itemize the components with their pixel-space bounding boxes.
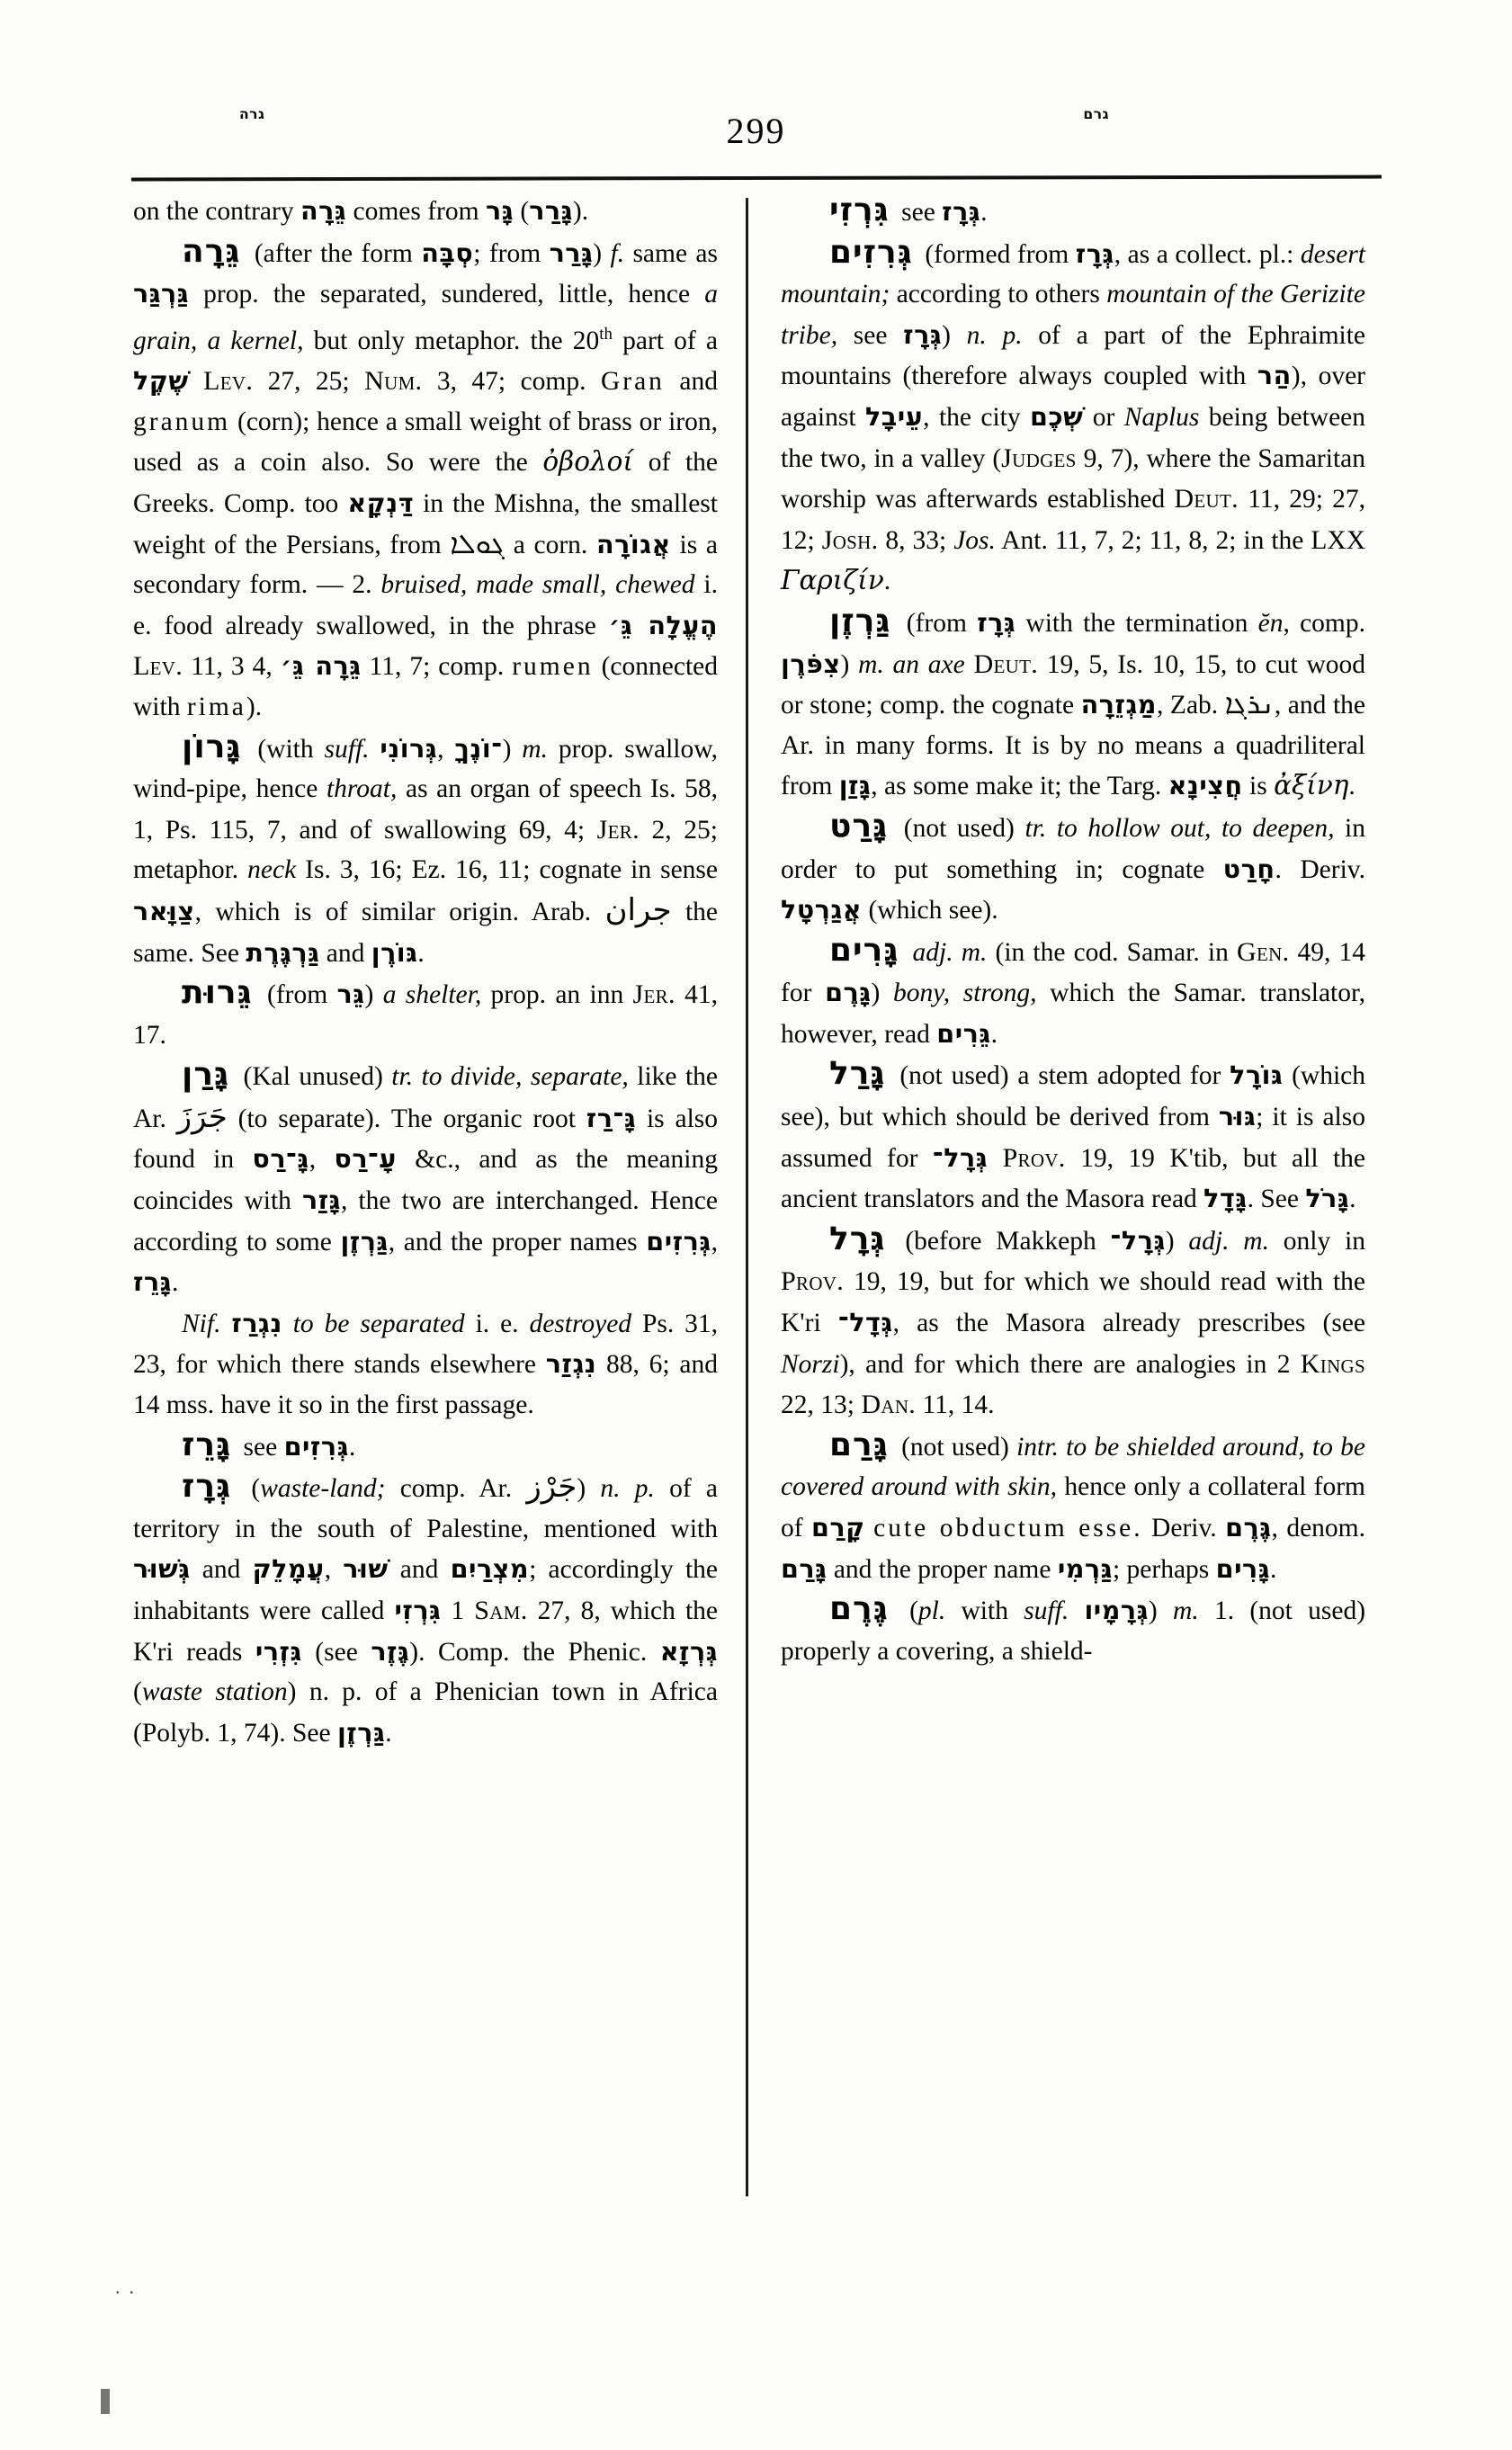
hebrew-word: גְּדָל־ — [837, 1307, 893, 1338]
hebrew-word: עֵיבָל — [864, 400, 924, 432]
dictionary-subentry: Nif. נִגְרַז to be separated i. e. destroyed Ps. 31, 23, for which there stands elsewhere נִגְזַר 88, 6; and 14 mss. have it so in the first passage. — [133, 1307, 719, 1420]
arabic-word: جَرْز — [526, 1469, 577, 1505]
spaced-latin: Gran — [600, 367, 665, 397]
hebrew-word: גָּזַן — [838, 770, 872, 801]
hebrew-word: הַר — [1257, 360, 1292, 391]
hebrew-word: גֵּר — [336, 979, 365, 1010]
entry-lemma: גָּרוֹן — [182, 728, 242, 765]
hebrew-word: גָּדָל — [1203, 1183, 1248, 1214]
entry-lemma: גֵּרָה — [182, 232, 241, 270]
italic-gloss: Jos. — [953, 525, 996, 555]
hebrew-word: גְּרָמָיו — [1084, 1595, 1149, 1626]
hebrew-word: שֶׁקֶל — [133, 365, 189, 397]
hebrew-word: גֶּרֶם — [1225, 1512, 1272, 1542]
greek-word: ἀξίνη — [1274, 770, 1349, 801]
arabic-word: جَرَزَ — [176, 1098, 228, 1134]
scan-edge-mark — [101, 2389, 110, 2414]
hebrew-word: גָּרֵז — [133, 1266, 172, 1298]
hebrew-word: גָּרֹל — [1305, 1183, 1350, 1214]
hebrew-word: קָרַם — [811, 1512, 865, 1542]
spaced-latin: rumen — [512, 652, 594, 682]
italic-gloss: a grain, a kernel, — [133, 280, 718, 355]
italic-gloss: n. p. — [966, 320, 1023, 350]
italic-gloss: mountain of the Gerizite tribe, — [781, 280, 1365, 350]
hebrew-word: גָּרֶם — [825, 977, 872, 1008]
smallcaps-reference: Deut. — [1174, 483, 1239, 514]
italic-gloss: destroyed — [529, 1309, 632, 1338]
italic-gloss: bruised, made small, chewed — [380, 570, 695, 600]
entry-lemma: גְּרִזִים — [829, 233, 913, 271]
dictionary-entry: גָּרַל (not used) a stem adopted for גּוֹרָל (which see), but which should be derived from גּוּר; it is also assumed for גְּרָל־ Prov. 19, 19 K'tib, but all the ancient translators and the Masora read גָּדָל. See גָּרֹל. — [781, 1055, 1366, 1214]
hebrew-word: גֶּזֶר — [371, 1635, 410, 1667]
dictionary-entry: גִּרְזִי see גְּרָז. — [829, 192, 988, 228]
italic-gloss: f. — [610, 238, 625, 268]
entry-lemma: גָּרַן — [182, 1056, 230, 1094]
italic-gloss: pl. — [917, 1596, 946, 1626]
entry-lemma: גֵּרוּת — [182, 974, 253, 1012]
hebrew-word: גָּרַר — [549, 237, 594, 268]
hebrew-word: גָּרִים — [1215, 1552, 1271, 1584]
right-column — [781, 191, 1365, 2259]
hebrew-word: מִצְרַיִם — [450, 1553, 530, 1585]
hebrew-word: צִפֹּרֶן — [781, 648, 841, 679]
entry-lemma: גָּרִים — [829, 931, 899, 969]
italic-gloss: to be separated — [292, 1309, 465, 1338]
dictionary-entry: גָּרֵז see גְּרִזִים. — [182, 1426, 356, 1463]
hebrew-word: גְּרָז — [942, 196, 981, 227]
italic-gloss: tr. to divide, separate, — [391, 1062, 629, 1092]
hebrew-word: דַּנְקָא — [347, 487, 415, 518]
italic-gloss: m. — [522, 734, 548, 764]
page-number: 299 — [726, 111, 786, 151]
hebrew-word: גְּרָז — [1075, 237, 1114, 269]
column-divider — [746, 198, 748, 2196]
hebrew-word: גְּרָל־ — [1110, 1224, 1166, 1256]
hebrew-word: הֶעֱלָה גֵּ׳ — [608, 609, 718, 640]
smallcaps-reference: Jer. — [596, 813, 640, 845]
italic-gloss: adj. m. — [1188, 1226, 1269, 1256]
dictionary-entry: גָּרַם (not used) intr. to be shielded around, to be covered around with skin, hence only a collateral form of קָרַם cute obductum esse. Deriv. גֶּרֶם, denom. גָּרַם and the proper name גַּרְמִי; perhaps גָּרִים. — [781, 1426, 1365, 1584]
running-head-right: גרם — [1083, 106, 1109, 122]
hebrew-word: נִגְרַז — [231, 1307, 282, 1338]
hebrew-word: גַּרְזֶן — [340, 1225, 389, 1256]
italic-gloss: throat, — [326, 774, 398, 804]
smallcaps-reference: Sam. — [474, 1595, 528, 1626]
dictionary-entry: גָּרַט (not used) tr. to hollow out, to deepen, in order to put something in; cognate חָרַט. Deriv. אֲגַרְטָל (which see). — [781, 807, 1366, 925]
hebrew-word: גָּרַר — [529, 195, 573, 226]
hebrew-word: גְּרָז — [977, 606, 1016, 638]
hebrew-word: גְּרָל־ — [932, 1141, 989, 1173]
entry-lemma: גָּרַט — [829, 807, 889, 845]
smallcaps-reference: Prov. — [1002, 1141, 1066, 1173]
italic-gloss: ĕn — [1257, 608, 1284, 638]
smallcaps-reference: Kings — [1300, 1347, 1365, 1379]
dictionary-entry: גְּרָל (before Makkeph גְּרָל־) adj. m. only in Prov. 19, 19, but for which we should read with the K'ri גְּדָל־, as the Masora already prescribes (see Norzi), and for which there are analogies in 2 Kings 22, 13; Dan. 11, 14. — [781, 1220, 1366, 1420]
hebrew-word: ־וֹנֶךָ — [454, 732, 503, 764]
hebrew-word: גִּרְזִי — [394, 1595, 442, 1626]
hebrew-word: אֲגוֹרָה — [596, 528, 671, 559]
ordinal-suffix: th — [599, 324, 613, 344]
hebrew-word: צַוָּאר — [133, 895, 195, 926]
entry-lemma: גָּרֵז — [182, 1426, 232, 1463]
spaced-latin: cute obductum esse. — [873, 1514, 1143, 1542]
hebrew-word: גְּשׁוּר — [133, 1553, 191, 1585]
greek-word: Γαριζίν — [781, 565, 884, 596]
running-head-left: גרה — [239, 106, 265, 122]
syriac-word: ܓܘܠܐ — [450, 527, 505, 560]
entry-continuation: on the contrary גֵּרָה comes from גָּר (גָּרַר). — [133, 195, 589, 226]
hebrew-word: נִגְזַר — [545, 1348, 597, 1380]
hebrew-word: גְּרָז — [903, 318, 943, 350]
hebrew-word: גּוֹרֶן — [371, 936, 418, 968]
italic-gloss: n. p. — [600, 1474, 655, 1504]
smallcaps-reference: Josh. — [821, 523, 879, 555]
dictionary-entry: גָּרִים adj. m. (in the cod. Samar. in Gen. 49, 14 for גָּרֶם) bony, strong, which the Samar. translator, however, read גֵּרִים. — [781, 931, 1366, 1049]
hebrew-word: שׁוּר — [343, 1553, 389, 1585]
entry-lemma: גְּרָז — [182, 1468, 232, 1506]
hebrew-word: גּוֹרָל — [1230, 1060, 1284, 1091]
entry-lemma: גֶּרֶם — [829, 1590, 889, 1628]
hebrew-word: גָּ־רַז — [586, 1102, 637, 1133]
hebrew-word: גִּזְרִי — [255, 1635, 302, 1667]
entry-lemma: גָּרַם — [829, 1426, 889, 1463]
entry-lemma: גִּרְזִי — [829, 192, 890, 228]
italic-gloss: suff. — [1024, 1596, 1069, 1626]
dictionary-entry: גַּרְזֶן (from גְּרָז with the termination ĕn, comp. צִפֹּרֶן) m. an axe Deut. 19, 5, Is. 10, 15, to cut wood or stone; comp. the cognate מַגְזֵרָה, Zab. ܢܪܓܐ, and the Ar. in many forms. It is by no means a quadriliteral from גָּזַן, as some make it; the Targ. חֲצִינָא is ἀξίνη. — [781, 602, 1366, 801]
italic-gloss: tr. to hollow out, to deepen, — [1024, 813, 1335, 843]
scan-speck-pair: .. — [115, 2276, 143, 2298]
italic-gloss: bony, strong, — [893, 979, 1037, 1008]
hebrew-word: גֵּרִים — [936, 1017, 991, 1049]
hebrew-word: גְּרְזָא — [659, 1635, 719, 1667]
arabic-word: جران — [604, 891, 672, 927]
entry-lemma: גַּרְזֶן — [829, 602, 891, 639]
smallcaps-reference: Lev. — [133, 650, 183, 682]
entry-lemma: גָּרַל — [829, 1055, 886, 1093]
hebrew-word: עָ־רַס — [334, 1143, 397, 1175]
italic-gloss: waste-land; — [260, 1474, 386, 1504]
hebrew-word: שְׁכֶם — [1030, 400, 1084, 432]
dictionary-entry: גֶּרֶם (pl. with suff. גְּרָמָיו) m. 1. (not used) properly a covering, a shield- — [781, 1590, 1366, 1666]
hebrew-word: גַּרְזֶן — [336, 1716, 386, 1748]
spaced-latin: granum — [133, 407, 231, 436]
hebrew-word: גֵּרָה גֵּ׳ — [280, 650, 362, 682]
hebrew-word: עֲמָלֵק — [252, 1553, 325, 1585]
hebrew-word: גּוּר — [1218, 1101, 1257, 1132]
smallcaps-reference: Prov. — [781, 1265, 845, 1297]
hebrew-word: סְבָּה — [421, 237, 474, 268]
italic-gloss: Naplus — [1123, 402, 1200, 432]
italic-gloss: waste station — [141, 1677, 288, 1707]
hebrew-word: אֲגַרְטָל — [781, 894, 863, 925]
italic-gloss: neck — [247, 855, 297, 885]
hebrew-word: גַּרְגֶּרֶת — [246, 936, 320, 968]
hebrew-word: גָּר — [485, 195, 514, 226]
dictionary-entry: גָּרוֹן (with suff. גְּרוֹנִי, ־וֹנֶךָ) m. prop. swallow, wind-pipe, hence throat, as an organ of speech Is. 58, 1, Ps. 115, 7, and of swallowing 69, 4; Jer. 2, 25; metaphor. neck Is. 3, 16; Ez. 16, 11; cognate in sense צַוָּאר, which is of similar origin. Arab. جران the same. See גַּרְגֶּרֶת and גּוֹרֶן. — [133, 728, 718, 968]
hebrew-word: גַּרְגַּר — [133, 278, 190, 309]
spaced-latin: rima — [186, 692, 246, 721]
smallcaps-reference: Jer. — [632, 979, 675, 1010]
smallcaps-reference: Judges — [1001, 442, 1077, 473]
left-column — [133, 191, 718, 2259]
hebrew-word: גַּרְמִי — [1057, 1552, 1113, 1584]
hebrew-word: גָּרַם — [781, 1552, 828, 1584]
dictionary-entry: גֵּרוּת (from גֵּר) a shelter, prop. an inn Jer. 41, 17. — [133, 974, 719, 1050]
italic-gloss: adj. m. — [912, 937, 988, 967]
running-head — [133, 106, 1379, 169]
hebrew-word: גְּרוֹנִי — [380, 732, 438, 764]
italic-gloss: Norzi — [781, 1349, 840, 1379]
hebrew-word: חָרַט — [1222, 853, 1275, 884]
italic-gloss: desert mountain; — [781, 239, 1365, 309]
dictionary-entry: גְּרִזִים (formed from גְּרָז, as a collect. pl.: desert mountain; according to others mountain of the Gerizite tribe, see גְּרָז) n. p. of a part of the Ephraimite mountains (therefore always coupled with הַר), over against עֵיבָל, the city שְׁכֶם or Naplus being between the two, in a valley (Judges 9, 7), where the Samaritan worship was afterwards established Deut. 11, 29; 27, 12; Josh. 8, 33; Jos. Ant. 11, 7, 2; 11, 8, 2; in the LXX Γαριζίν. — [781, 233, 1366, 596]
syriac-word: ܢܪܓܐ — [1224, 688, 1275, 721]
hebrew-word: גְּרִזִים — [283, 1430, 349, 1462]
italic-gloss: m. an axe — [858, 649, 965, 679]
smallcaps-reference: Dan. — [861, 1389, 917, 1420]
smallcaps-reference: Gen. — [1236, 935, 1290, 967]
hebrew-word: גָּזַר — [301, 1185, 341, 1216]
hebrew-word: חֲצִינָא — [1168, 770, 1243, 801]
hebrew-word: גֵּרָה — [300, 195, 347, 226]
dictionary-entry: גָּרַן (Kal unused) tr. to divide, separate, like the Ar. جَرَزَ (to separate). The organic root גָּ־רַז is also found in גָּ־רַס, עָ־רַס &c., and as the meaning coincides with גָּזַר, the two are interchanged. Hence according to some גַּרְזֶן, and the proper names גְּרִזִים, גָּרֵז. — [133, 1056, 718, 1298]
italic-gloss: intr. to be shielded around, to be covered around with skin, — [781, 1432, 1365, 1502]
text-body — [133, 191, 1382, 2259]
hebrew-word: מַגְזֵרָה — [1080, 689, 1157, 720]
hebrew-word: גְּרִזִים — [646, 1225, 711, 1256]
italic-gloss: Nif. — [182, 1309, 221, 1338]
italic-gloss: m. — [1173, 1596, 1199, 1626]
entry-lemma: גְּרָל — [829, 1220, 886, 1257]
header-rule — [131, 175, 1382, 182]
smallcaps-reference: Lev. — [203, 365, 254, 397]
italic-gloss: suff. — [324, 734, 370, 764]
smallcaps-reference: Num. — [364, 365, 423, 397]
smallcaps-reference: Deut. — [973, 648, 1039, 679]
greek-word: ὀβολοί — [542, 446, 634, 478]
hebrew-word: גָּ־רַס — [252, 1143, 309, 1175]
dictionary-entry: גֵּרָה (after the form סְבָּה; from גָּרַר) f. same as גַּרְגַּר prop. the separated, sundered, little, hence a grain, a kernel, but only metaphor. the 20th part of a שֶׁקֶל Lev. 27, 25; Num. 3, 47; comp. Gran and granum (corn); hence a small weight of brass or iron, used as a coin also. So were the ὀβολοί of the Greeks. Comp. too דַּנְקָא in the Mishna, the smallest weight of the Persians, from ܓܘܠܐ a corn. אֲגוֹרָה is a secondary form. — 2. bruised, made small, chewed i. e. food already swallowed, in the phrase הֶעֱלָה גֵּ׳ Lev. 11, 3 4, גֵּרָה גֵּ׳ 11, 7; comp. rumen (connected with rima). — [133, 232, 719, 721]
italic-gloss: a shelter, — [382, 980, 482, 1010]
dictionary-entry: גְּרָז (waste-land; comp. Ar. جَرْز) n. p. of a territory in the south of Palestine, mentioned with גְּשׁוּר and עֲמָלֵק, שׁוּר and מִצְרַיִם; accordingly the inhabitants were called גִּרְזִי 1 Sam. 27, 8, which the K'ri reads גִּזְרִי (see גֶּזֶר). Comp. the Phenic. גְּרְזָא (waste station) n. p. of a Phenician town in Africa (Polyb. 1, 74). See גַּרְזֶן. — [133, 1468, 719, 1748]
